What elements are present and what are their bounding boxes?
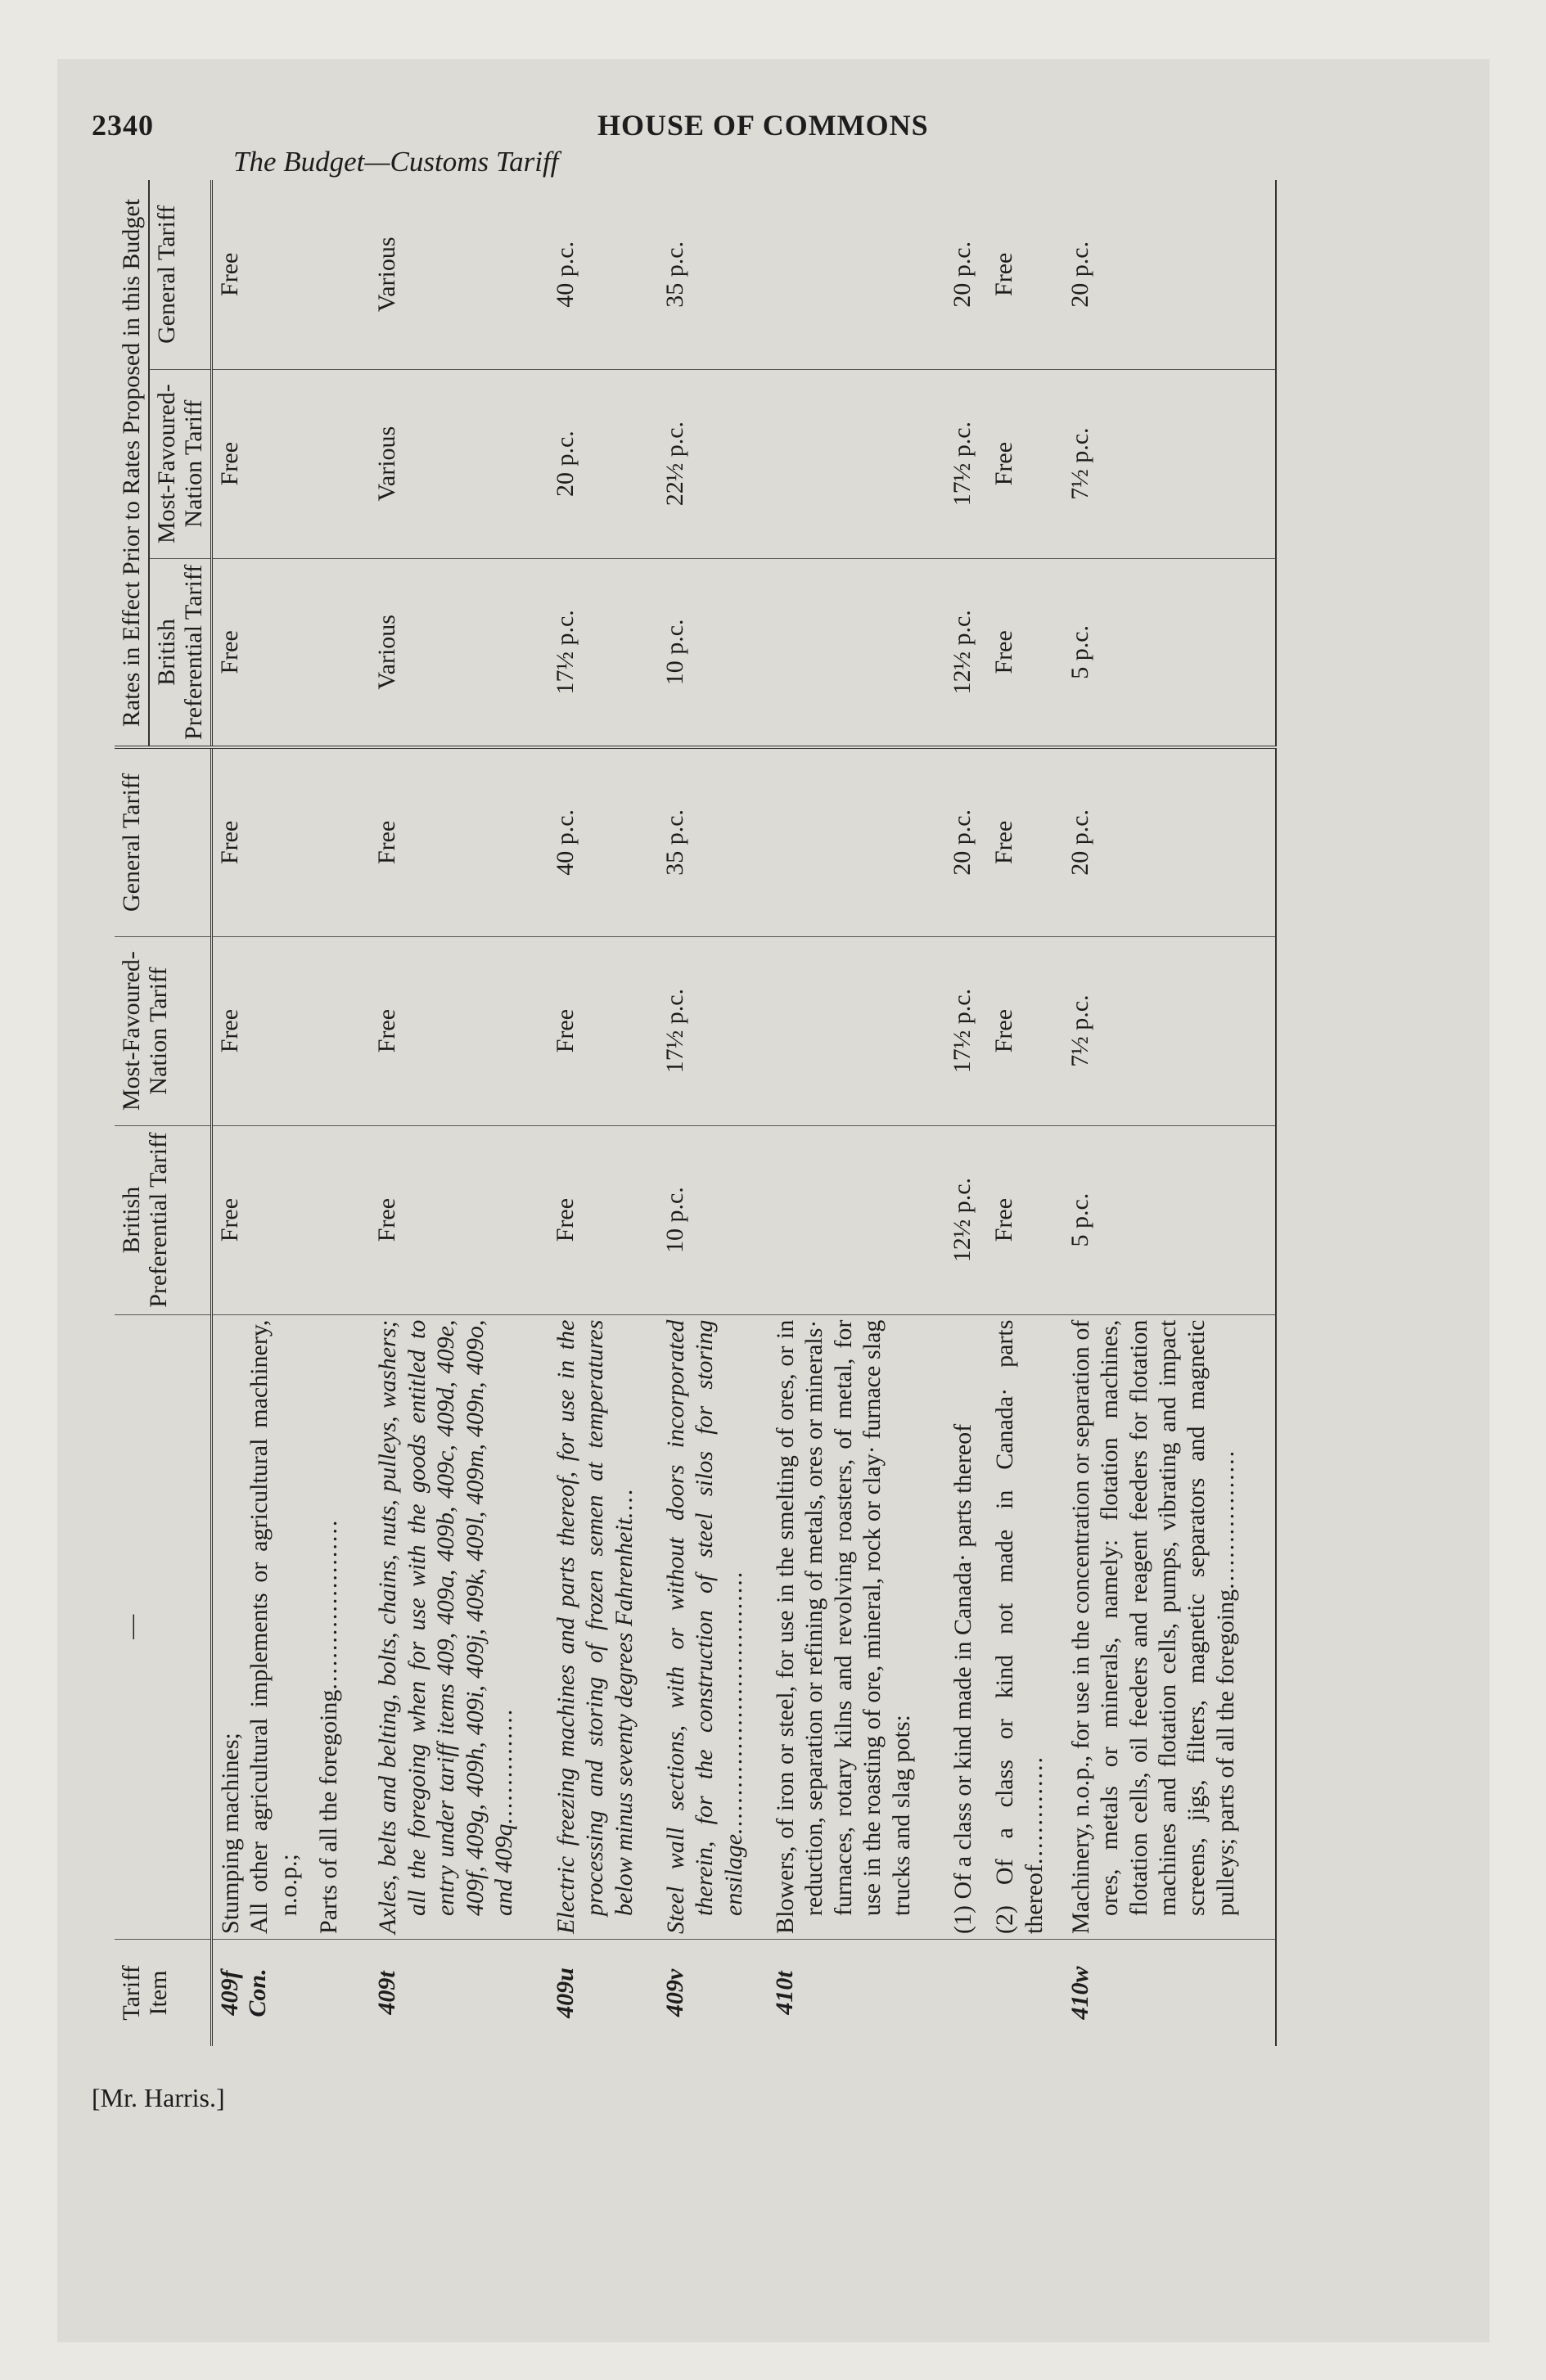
prior-rate-bp: 17½ p.c. <box>548 558 658 747</box>
prior-rate-mfn: 20 p.c. <box>548 369 658 558</box>
table-row <box>768 180 945 2046</box>
leader-dots: .............. <box>1020 1755 1048 1864</box>
leader-dots: .................. <box>1211 1449 1239 1589</box>
prior-rate-mfn: Various <box>370 369 548 558</box>
tariff-item-number: 409u <box>551 1968 579 2018</box>
rate-bp: 12½ p.c. <box>945 1125 987 1314</box>
tariff-description <box>768 1314 945 1939</box>
table-row <box>370 180 548 2046</box>
table-row <box>945 180 987 2046</box>
prior-rate-mfn: 7½ p.c. <box>1063 369 1276 558</box>
tariff-sub-description: (1) Of a class or kind made in Canada· parts thereof <box>945 1314 987 1939</box>
col-header-mfn: Most-Favoured-Nation Tariff <box>115 936 212 1125</box>
rate-general: 20 p.c. <box>945 747 987 936</box>
rate-mfn: Free <box>212 936 371 1125</box>
rate-bp: Free <box>548 1125 658 1314</box>
table-row <box>658 180 768 2046</box>
prior-rate-mfn: Free <box>987 369 1063 558</box>
running-head-title: HOUSE OF COMMONS <box>597 109 929 142</box>
desc-line: Parts of all the foregoing <box>315 1689 343 1934</box>
tariff-item-number: 410t <box>771 1971 799 2015</box>
prior-rate-general: Free <box>987 180 1063 369</box>
desc-text: Machinery, n.o.p., for use in the concentration or separation of ores, metals or minerals, namely: flotation machines, flotation cells, oil feeders and reagent feeders for flotation machines and flotation cells, pumps, vibrating and impact screens, jigs, filters, magnetic separators and magnetic pulleys; parts of all the foregoing <box>1066 1319 1239 1934</box>
desc-line: Stumping machines; <box>217 1733 244 1934</box>
tariff-description <box>370 1314 548 1939</box>
col-header-general: General Tariff <box>115 747 212 936</box>
desc-line: All other agricultural implements or agricultural machinery, n.o.p.; <box>246 1319 302 1934</box>
speaker-attribution: [Mr. Harris.] <box>92 2083 225 2112</box>
rate-mfn: Free <box>370 936 548 1125</box>
rotated-tariff-table <box>115 180 1277 2046</box>
rate-mfn: Free <box>987 936 1063 1125</box>
rate-general: Free <box>987 747 1063 936</box>
tariff-table <box>115 180 1277 2046</box>
tariff-item-number: 410w <box>1063 1939 1276 2046</box>
desc-text: Electric freezing machines and parts thereof, for use in the processing and storing of frozen semen at temperatures below minus seventy degrees Fahrenheit <box>552 1319 638 1934</box>
table-row <box>212 180 371 2046</box>
col-header-prior-general: General Tariff <box>149 180 212 369</box>
tariff-item-number: 409v <box>660 1968 688 2017</box>
tariff-description <box>548 1314 658 1939</box>
rate-bp: Free <box>987 1125 1063 1314</box>
leader-dots: ............... <box>490 1706 517 1824</box>
desc-text: (2) Of a class or kind not made in Canada· parts thereof <box>991 1319 1048 1934</box>
desc-text: Steel wall sections, with or without doors incorporated therein, for the construction of steel silos for storing ensilage <box>661 1319 747 1934</box>
col-header-tariff-item: Tariff Item <box>115 1939 212 2046</box>
leader-dots: ...................... <box>315 1518 343 1690</box>
table-row <box>548 180 658 2046</box>
col-header-bp: British Preferential Tariff <box>115 1125 212 1314</box>
prior-rate-general: 20 p.c. <box>945 180 987 369</box>
rate-general: 40 p.c. <box>548 747 658 936</box>
desc-text: Blowers, of iron or steel, for use in the smelting of ores, or in reduction, separation or refining of metals, ores or minerals· furnaces, rotary kilns and revolving roasters, of metal, for use in the roasting of ore, mineral, rock or clay· furnace slag trucks and slag pots: <box>772 1319 915 1934</box>
prior-rate-general: 40 p.c. <box>548 180 658 369</box>
leader-dots: .................................. <box>719 1569 747 1834</box>
col-header-prior-mfn: Most-Favoured-Nation Tariff <box>149 369 212 558</box>
prior-rate-bp: 10 p.c. <box>658 558 768 747</box>
section-title: The Budget—Customs Tariff <box>233 146 559 178</box>
rate-general: Free <box>212 747 371 936</box>
tariff-description <box>1063 1314 1276 1939</box>
prior-rate-bp: 5 p.c. <box>1063 558 1276 747</box>
rate-mfn: Free <box>548 936 658 1125</box>
rate-mfn: 17½ p.c. <box>945 936 987 1125</box>
rate-bp: 5 p.c. <box>1063 1125 1276 1314</box>
prior-rate-bp: Free <box>212 558 371 747</box>
prior-rate-bp: Various <box>370 558 548 747</box>
page-number: 2340 <box>92 109 154 142</box>
rate-bp: Free <box>212 1125 371 1314</box>
prior-rate-bp: 12½ p.c. <box>945 558 987 747</box>
rate-general: Free <box>370 747 548 936</box>
prior-rate-general: Free <box>212 180 371 369</box>
table-row <box>987 180 1063 2046</box>
tariff-description <box>212 1314 371 1939</box>
rate-bp: 10 p.c. <box>658 1125 768 1314</box>
desc-text: Axles, belts and belting, bolts, chains, nuts, pulleys, washers; all the foregoing when for use with the goods entitled to entry under tariff items 409, 409a, 409b, 409c, 409d, 409e, 409f, 409g, 409h, 409i, 409j, 409k, 409l, 409m, 409n, 409o, and 409q <box>374 1319 517 1934</box>
leader-dots: .... <box>610 1486 638 1518</box>
prior-rate-mfn: 17½ p.c. <box>945 369 987 558</box>
prior-rate-bp: Free <box>987 558 1063 747</box>
prior-rate-general: Various <box>370 180 548 369</box>
table-row <box>1063 180 1276 2046</box>
tariff-description <box>658 1314 768 1939</box>
prior-rate-mfn: Free <box>212 369 371 558</box>
prior-rate-general: 35 p.c. <box>658 180 768 369</box>
col-header-prior-bp: British Preferential Tariff <box>149 558 212 747</box>
rate-general: 35 p.c. <box>658 747 768 936</box>
col-header-description: — <box>115 1314 212 1939</box>
prior-rate-mfn: 22½ p.c. <box>658 369 768 558</box>
rate-general: 20 p.c. <box>1063 747 1276 936</box>
prior-rate-general: 20 p.c. <box>1063 180 1276 369</box>
rate-mfn: 7½ p.c. <box>1063 936 1276 1125</box>
rate-mfn: 17½ p.c. <box>658 936 768 1125</box>
rate-bp: Free <box>370 1125 548 1314</box>
group-header-prior-rates: Rates in Effect Prior to Rates Proposed in this Budget <box>115 180 149 747</box>
tariff-sub-description <box>987 1314 1063 1939</box>
tariff-item-number: 409t <box>373 1971 401 2015</box>
tariff-item-number: 409f Con. <box>216 1968 271 2017</box>
